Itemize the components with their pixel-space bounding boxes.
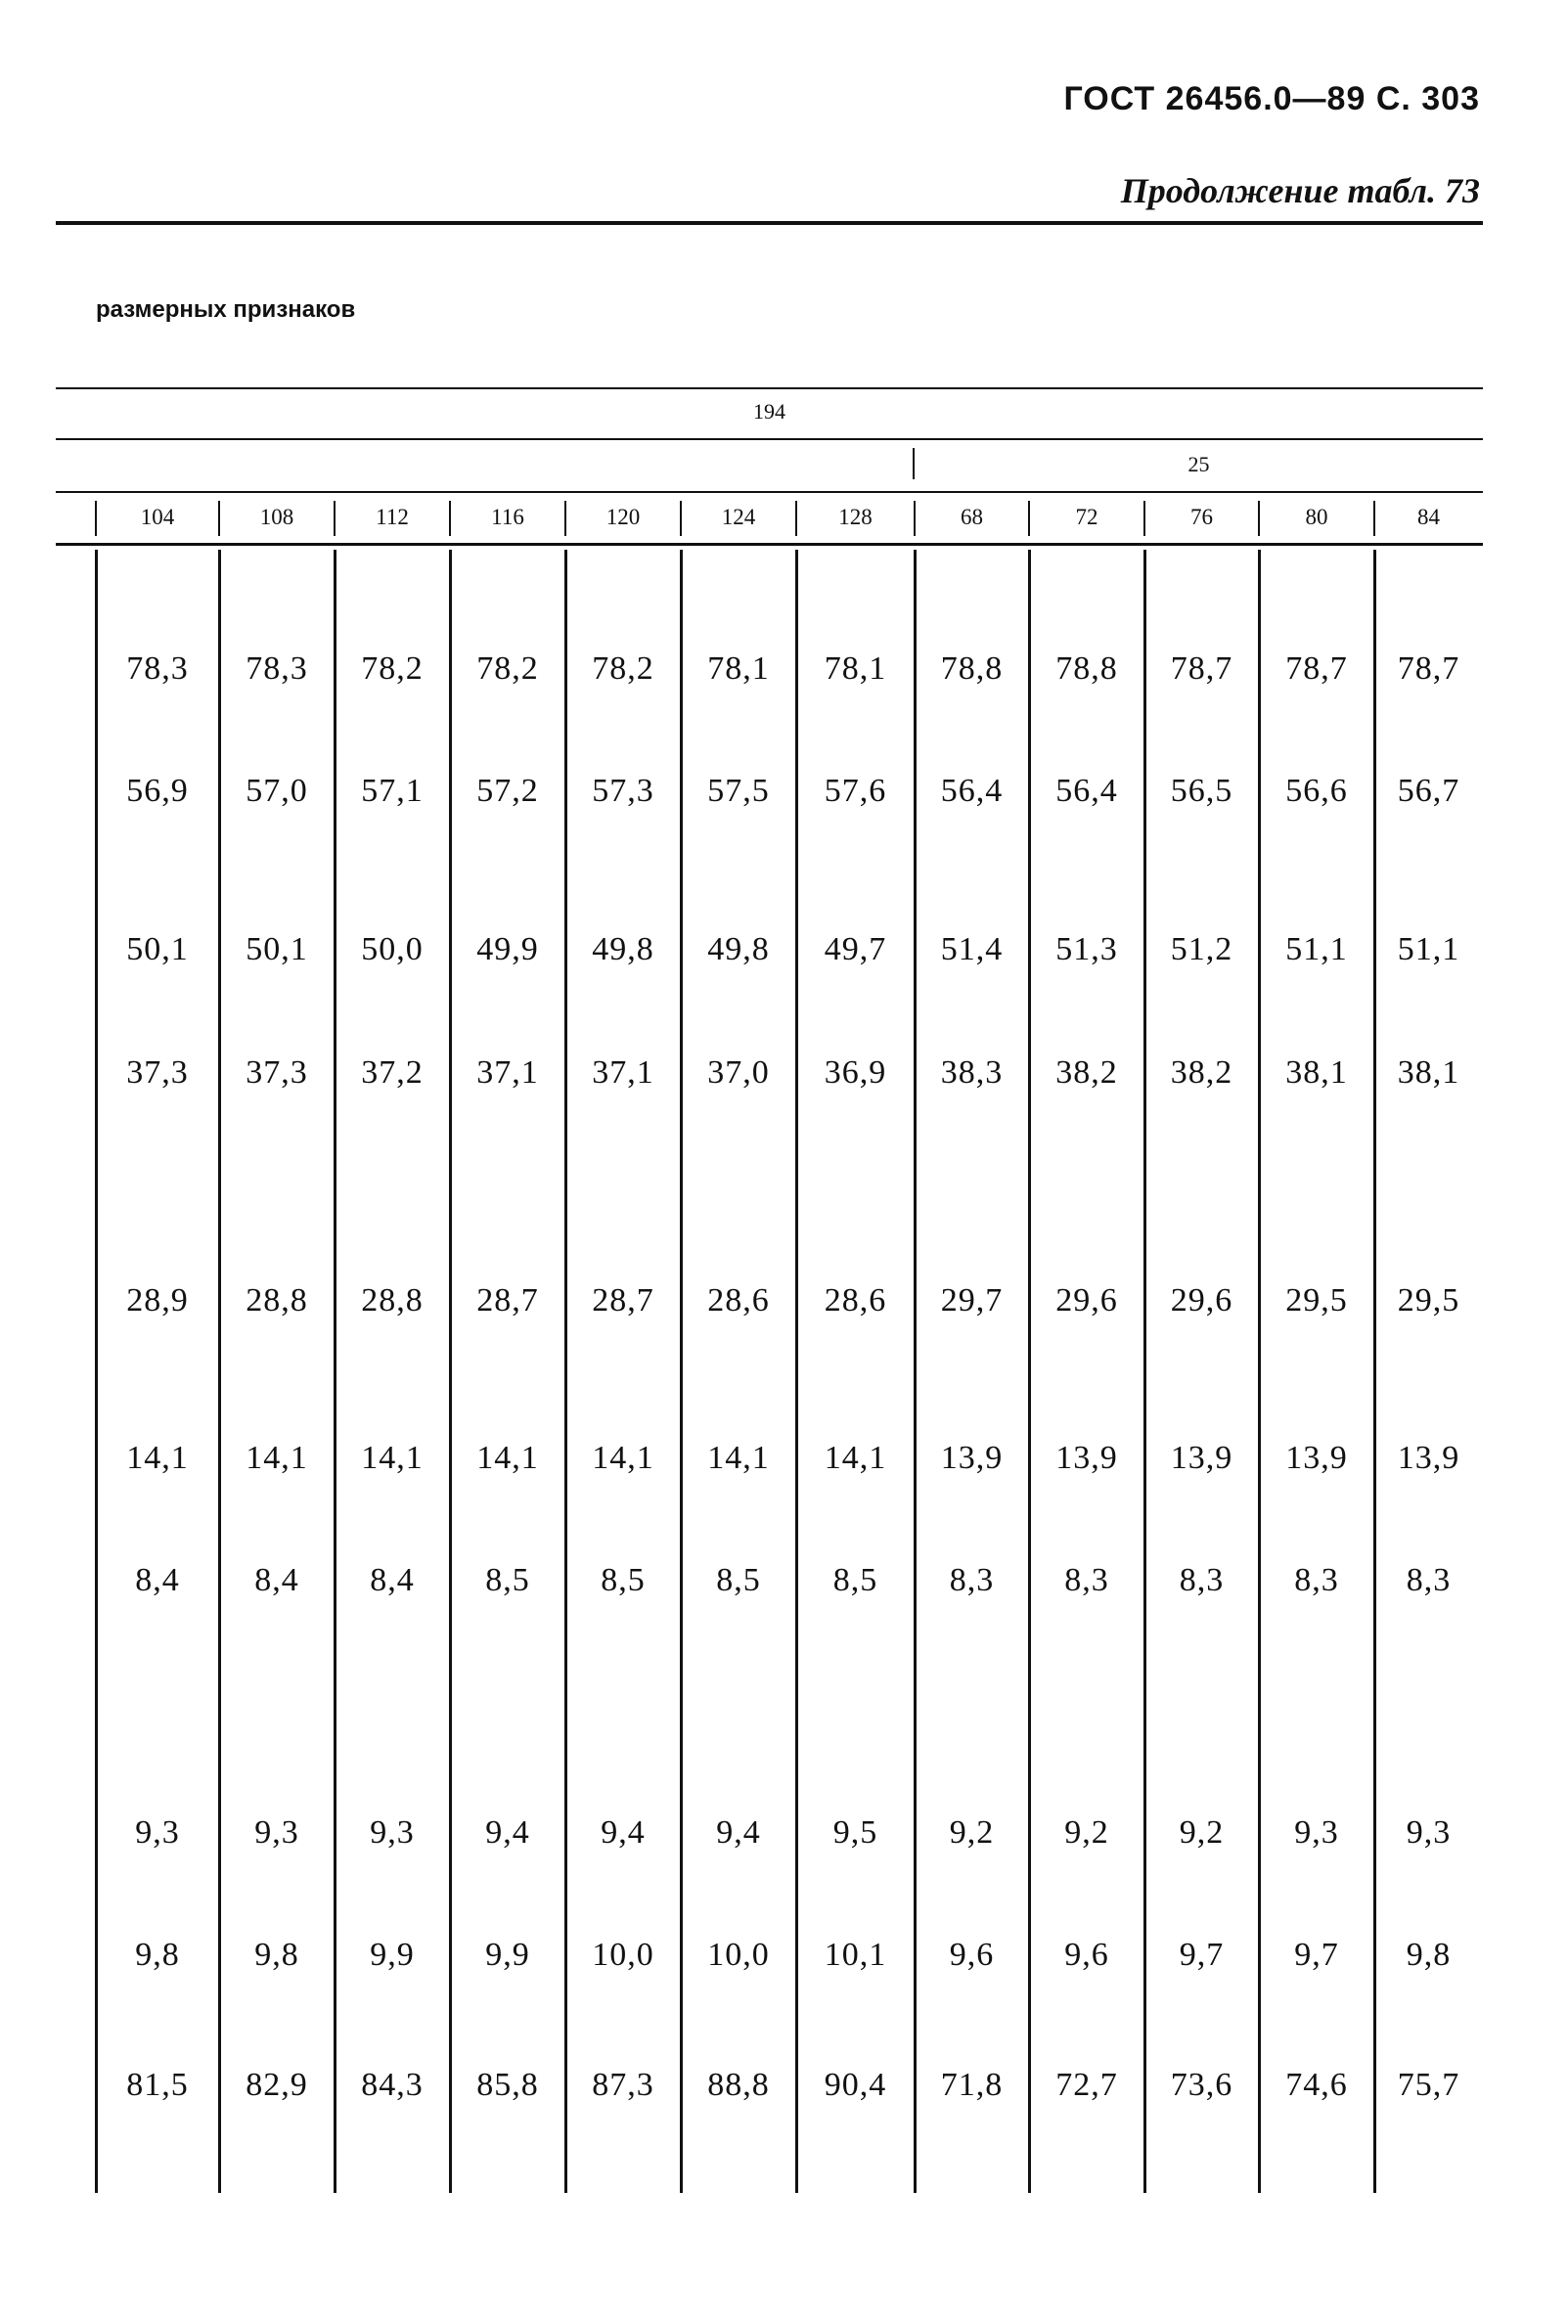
table-cell: 90,4 (824, 2067, 887, 2103)
table-cell: 9,7 (1179, 1937, 1225, 1973)
table-cell: 72,7 (1055, 2067, 1118, 2103)
table-cell: 49,8 (592, 931, 654, 967)
table-cell: 9,8 (254, 1937, 299, 1973)
column-header: 116 (491, 505, 524, 529)
table-cell: 38,3 (940, 1054, 1004, 1091)
table-cell: 56,5 (1170, 773, 1233, 809)
table-cell: 88,8 (707, 2067, 770, 2103)
table-cell: 9,3 (1294, 1814, 1339, 1851)
table-cell: 9,3 (370, 1814, 415, 1851)
table-cell: 28,8 (361, 1282, 424, 1318)
table-cell: 56,6 (1285, 773, 1348, 809)
table-cell: 51,2 (1170, 931, 1233, 967)
table-cell: 13,9 (1285, 1440, 1348, 1476)
table-cell: 37,0 (707, 1054, 770, 1091)
table-cell: 13,9 (1397, 1440, 1460, 1476)
table-cell: 9,5 (832, 1814, 878, 1851)
table-cell: 82,9 (246, 2067, 308, 2103)
table-top-rule (56, 387, 1483, 389)
table-cell: 9,8 (1406, 1937, 1452, 1973)
table-cell: 78,8 (1055, 650, 1118, 687)
table-cell: 78,7 (1170, 650, 1233, 687)
table-cell: 85,8 (476, 2067, 539, 2103)
table-cell: 78,1 (824, 650, 887, 687)
table-cell: 37,3 (126, 1054, 189, 1091)
table-cell: 37,2 (361, 1054, 424, 1091)
column-header: 128 (838, 505, 873, 529)
table-cell: 78,7 (1285, 650, 1348, 687)
table-cell: 78,2 (592, 650, 654, 687)
table-cell: 51,1 (1397, 931, 1460, 967)
table-cell: 51,1 (1285, 931, 1348, 967)
table-cell: 14,1 (592, 1440, 654, 1476)
table-subtitle: размерных признаков (96, 296, 356, 323)
table-cell: 78,2 (476, 650, 539, 687)
table-cell: 8,5 (485, 1562, 530, 1598)
table-cell: 9,7 (1294, 1937, 1339, 1973)
table-cell: 78,2 (361, 650, 424, 687)
table-cell: 8,5 (716, 1562, 761, 1598)
table-cell: 14,1 (246, 1440, 308, 1476)
table-cell: 8,3 (1406, 1562, 1452, 1598)
table-cell: 8,4 (135, 1562, 180, 1598)
table-cell: 13,9 (1055, 1440, 1118, 1476)
table-cell: 38,1 (1397, 1054, 1460, 1091)
table-cell: 49,8 (707, 931, 770, 967)
table-cell: 57,0 (246, 773, 308, 809)
column-header: 124 (721, 505, 756, 529)
table-cell: 56,4 (1055, 773, 1118, 809)
table-cell: 8,3 (949, 1562, 995, 1598)
table-cell: 14,1 (126, 1440, 189, 1476)
table-cell: 50,1 (246, 931, 308, 967)
table-rule-3 (56, 491, 1483, 493)
table-cell: 14,1 (824, 1440, 887, 1476)
column-header: 72 (1075, 505, 1098, 529)
table-cell: 78,1 (707, 650, 770, 687)
table-cell: 29,5 (1285, 1282, 1348, 1318)
table-cell: 8,5 (832, 1562, 878, 1598)
column-header: 68 (961, 505, 983, 529)
table-cell: 9,3 (254, 1814, 299, 1851)
table-rule-2 (56, 438, 1483, 440)
table-cell: 84,3 (361, 2067, 424, 2103)
table-cell: 78,3 (126, 650, 189, 687)
table-cell: 9,8 (135, 1937, 180, 1973)
table-cell: 78,7 (1397, 650, 1460, 687)
table-cell: 13,9 (1170, 1440, 1233, 1476)
table-cell: 37,1 (476, 1054, 539, 1091)
table-cell: 57,6 (824, 773, 887, 809)
table-cell: 10,1 (824, 1937, 887, 1973)
table-cell: 29,7 (940, 1282, 1004, 1318)
column-header: 112 (376, 505, 409, 529)
table-cell: 36,9 (824, 1054, 887, 1091)
table-cell: 28,9 (126, 1282, 189, 1318)
table-cell: 8,3 (1064, 1562, 1109, 1598)
table-cell: 37,3 (246, 1054, 308, 1091)
table-cell: 49,9 (476, 931, 539, 967)
table-cell: 8,3 (1179, 1562, 1225, 1598)
column-header: 76 (1190, 505, 1213, 529)
table-cell: 9,2 (1064, 1814, 1109, 1851)
table-cell: 8,4 (254, 1562, 299, 1598)
table-cell: 78,8 (940, 650, 1004, 687)
table-cell: 28,7 (476, 1282, 539, 1318)
table-cell: 87,3 (592, 2067, 654, 2103)
table-cell: 56,9 (126, 773, 189, 809)
table-cell: 50,1 (126, 931, 189, 967)
table-cell: 14,1 (476, 1440, 539, 1476)
table-cell: 74,6 (1285, 2067, 1348, 2103)
column-header: 120 (605, 505, 641, 529)
table-cell: 29,6 (1055, 1282, 1118, 1318)
table-cell: 14,1 (707, 1440, 770, 1476)
table-cell: 28,6 (824, 1282, 887, 1318)
table-cell: 8,3 (1294, 1562, 1339, 1598)
column-header: 104 (140, 505, 175, 529)
table-cell: 29,6 (1170, 1282, 1233, 1318)
table-cell: 13,9 (940, 1440, 1004, 1476)
table-cell: 28,6 (707, 1282, 770, 1318)
table-cell: 57,1 (361, 773, 424, 809)
table-cell: 37,1 (592, 1054, 654, 1091)
table-cell: 71,8 (940, 2067, 1004, 2103)
table-cell: 56,7 (1397, 773, 1460, 809)
table-cell: 73,6 (1170, 2067, 1233, 2103)
table-cell: 9,6 (949, 1937, 995, 1973)
table-cell: 81,5 (126, 2067, 189, 2103)
table-cell: 9,2 (1179, 1814, 1225, 1851)
table-cell: 28,8 (246, 1282, 308, 1318)
table-cell: 50,0 (361, 931, 424, 967)
table-cell: 8,4 (370, 1562, 415, 1598)
table-cell: 38,2 (1055, 1054, 1118, 1091)
table-cell: 9,3 (1406, 1814, 1452, 1851)
table-cell: 9,6 (1064, 1937, 1109, 1973)
table-cell: 9,4 (716, 1814, 761, 1851)
table-cell: 9,3 (135, 1814, 180, 1851)
table-cell: 51,3 (1055, 931, 1118, 967)
table-cell: 28,7 (592, 1282, 654, 1318)
table-cell: 57,5 (707, 773, 770, 809)
table-continuation-title: Продолжение табл. 73 (1120, 171, 1480, 210)
page-header: ГОСТ 26456.0—89 С. 303 (1063, 80, 1480, 117)
table-cell: 9,2 (949, 1814, 995, 1851)
table-cell: 75,7 (1397, 2067, 1460, 2103)
table-cell: 9,9 (485, 1937, 530, 1973)
table-cell: 10,0 (592, 1937, 654, 1973)
table-cell: 57,3 (592, 773, 654, 809)
column-header: 80 (1305, 505, 1328, 529)
table-cell: 38,1 (1285, 1054, 1348, 1091)
column-header: 84 (1417, 505, 1440, 529)
column-header: 108 (259, 505, 294, 529)
table-cell: 49,7 (824, 931, 887, 967)
table-cell: 9,9 (370, 1937, 415, 1973)
table-cell: 10,0 (707, 1937, 770, 1973)
table-cell: 14,1 (361, 1440, 424, 1476)
table-cell: 57,2 (476, 773, 539, 809)
table-cell: 9,4 (601, 1814, 646, 1851)
table-cell: 8,5 (601, 1562, 646, 1598)
table-cell: 29,5 (1397, 1282, 1460, 1318)
table-cell: 38,2 (1170, 1054, 1233, 1091)
group-header-194: 194 (753, 399, 785, 424)
table-cell: 56,4 (940, 773, 1004, 809)
table-cell: 9,4 (485, 1814, 530, 1851)
table-cell: 78,3 (246, 650, 308, 687)
group-header-25: 25 (1187, 452, 1210, 476)
header-rule (56, 221, 1483, 225)
table-header-rule (56, 543, 1483, 546)
table-cell: 51,4 (940, 931, 1004, 967)
